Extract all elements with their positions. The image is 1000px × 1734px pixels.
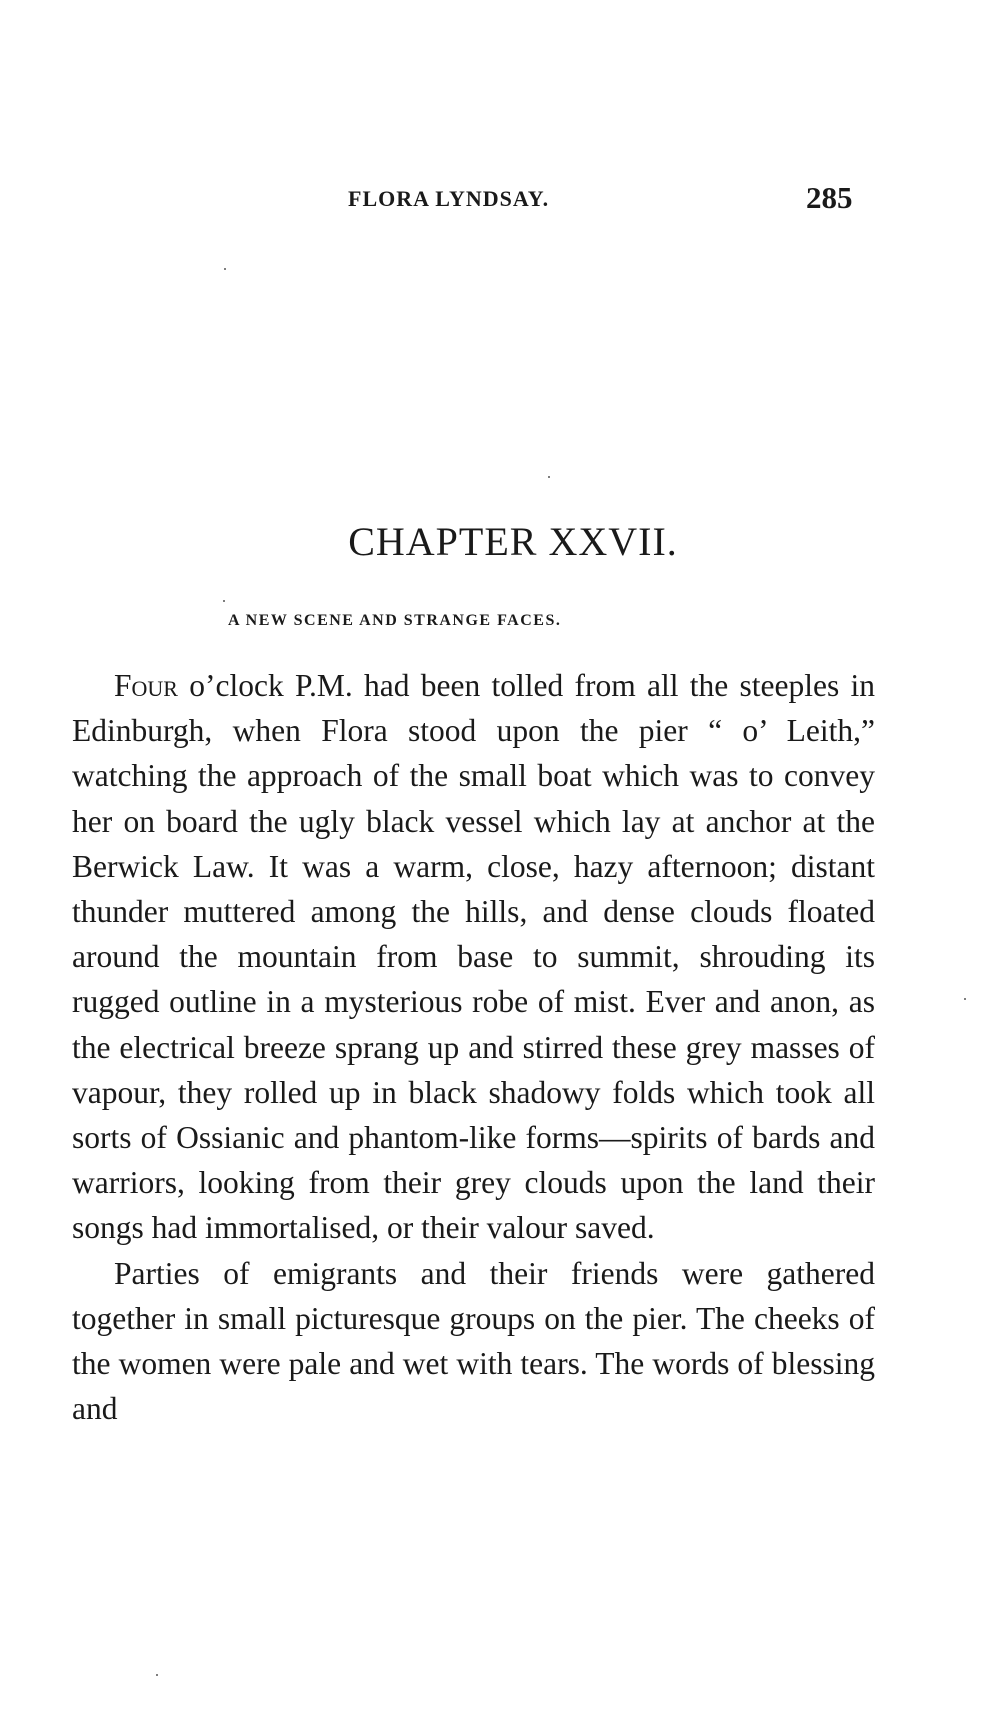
lead-word: Four [114, 668, 178, 703]
speck [223, 600, 225, 602]
chapter-title: CHAPTER XXVII. [348, 519, 678, 564]
paragraph: Parties of emigrants and their friends were gathered together in small picturesque groups on the pier. The cheeks of the women were pale and wet with tears. The words of blessing and [72, 1255, 875, 1427]
paragraph [72, 663, 875, 1251]
page-number: 285 [806, 180, 853, 215]
running-title: FLORA LYNDSAY. [348, 186, 550, 211]
speck [548, 476, 550, 478]
body-text [72, 663, 875, 1431]
running-head [0, 180, 1000, 220]
speck [964, 998, 966, 1000]
paragraph-text: o’clock P.M. had been tolled from all the steeples in Edinburgh, when Flora stood upon the pier “ o’ Leith,” watching the approach of the small boat which was to convey her on board the ugly black vessel which lay at anchor at the Berwick Law. It was a warm, close, hazy afternoon; distant thunder muttered among the hills, and dense clouds floated around the mountain from base to summit, shrouding its rugged outline in a mysterious robe of mist. Ever and anon, as the electrical breeze sprang up and stirred these grey masses of vapour, they rolled up in black shadowy folds which took all sorts of Ossianic and phantom-like forms—spirits of bards and warriors, looking from their grey clouds upon the land their songs had immortalised, or their valour saved. [72, 668, 875, 1246]
chapter-subtitle: A NEW SCENE AND STRANGE FACES. [228, 612, 562, 629]
speck [156, 1674, 158, 1676]
speck [224, 268, 226, 270]
